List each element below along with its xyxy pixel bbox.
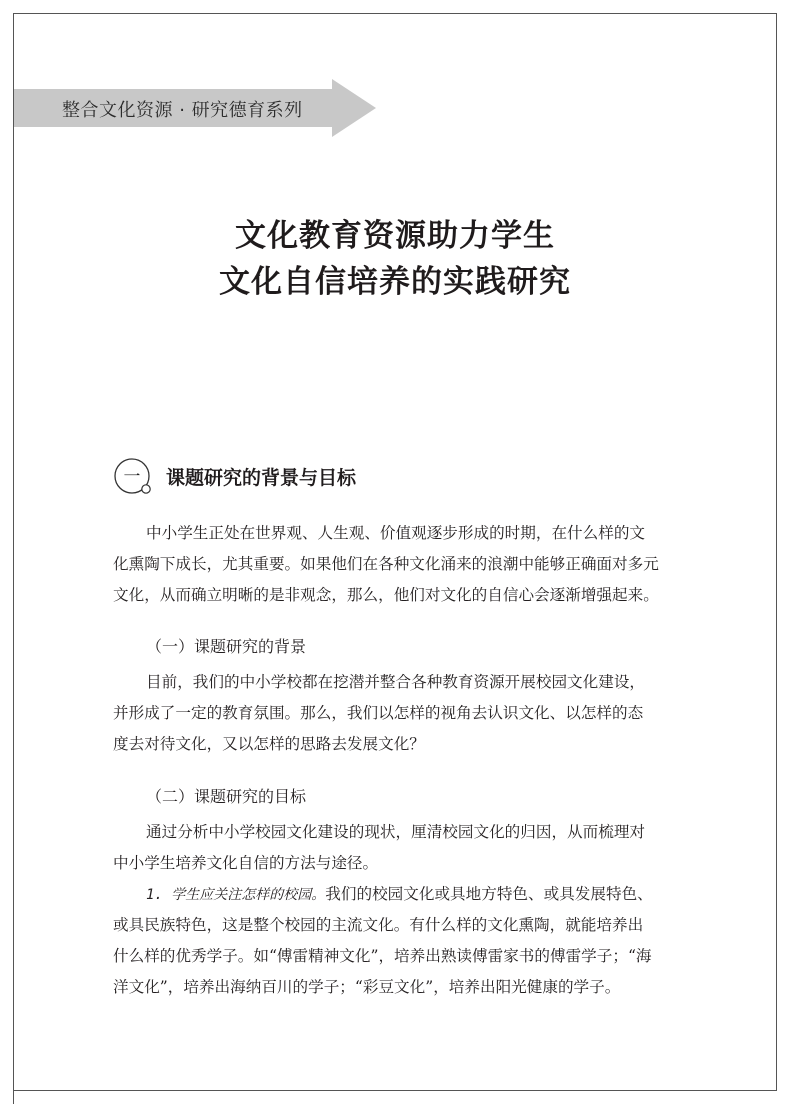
- page-frame-left: [13, 13, 14, 1104]
- page-frame-right: [776, 13, 777, 1091]
- text-line: 并形成了一定的教育氛围。那么，我们以怎样的视角去认识文化、以怎样的态: [113, 704, 644, 722]
- chapter-title-line-2: 文化自信培养的实践研究: [219, 264, 571, 300]
- text-line: 或具民族特色，这是整个校园的主流文化。有什么样的文化熏陶，就能培养出: [113, 916, 644, 934]
- text-line: 什么样的优秀学子。如“傅雷精神文化”，培养出熟读傅雷家书的傅雷学子；“海: [113, 947, 652, 965]
- circle-badge-icon: [112, 456, 156, 500]
- text-line: 中小学生培养文化自信的方法与途径。: [113, 854, 379, 872]
- goals-paragraph: [113, 817, 683, 879]
- item-text: 我们的校园文化或具地方特色、或具发展特色、: [325, 885, 653, 903]
- section-number: 一: [123, 467, 141, 487]
- text-line: 通过分析中小学校园文化建设的现状，厘清校园文化的归因，从而梳理对: [146, 823, 646, 841]
- series-banner: [14, 79, 376, 137]
- text-line: 中小学生正处在世界观、人生观、价值观逐步形成的时期，在什么样的文: [146, 524, 646, 542]
- intro-paragraph: [113, 518, 683, 611]
- text-line: 洋文化”，培养出海纳百川的学子；“彩豆文化”，培养出阳光健康的学子。: [113, 978, 621, 996]
- subsection-heading-background: （一）课题研究的背景: [146, 637, 307, 656]
- text-line: [113, 879, 683, 910]
- subsection-heading-goals: （二）课题研究的目标: [146, 787, 307, 806]
- series-label: 整合文化资源 · 研究德育系列: [62, 100, 303, 121]
- goal-item-1: [113, 879, 683, 1003]
- text-line: 文化，从而确立明晰的是非观念，那么，他们对文化的自信心会逐渐增强起来。: [113, 586, 659, 604]
- page-frame-top: [13, 13, 777, 14]
- section-heading: 课题研究的背景与目标: [166, 467, 357, 489]
- item-label: 1. 学生应关注怎样的校园。: [146, 887, 326, 903]
- chapter-title-line-1: 文化教育资源助力学生: [235, 218, 555, 254]
- text-line: 度去对待文化，又以怎样的思路去发展文化？: [113, 735, 425, 753]
- background-paragraph: [113, 667, 683, 760]
- text-line: 目前，我们的中小学校都在挖潜并整合各种教育资源开展校园文化建设，: [146, 673, 646, 691]
- page-frame-bottom: [13, 1090, 777, 1091]
- text-line: 化熏陶下成长，尤其重要。如果他们在各种文化涌来的浪潮中能够正确面对多元: [113, 555, 659, 573]
- section-number-badge: [112, 456, 156, 500]
